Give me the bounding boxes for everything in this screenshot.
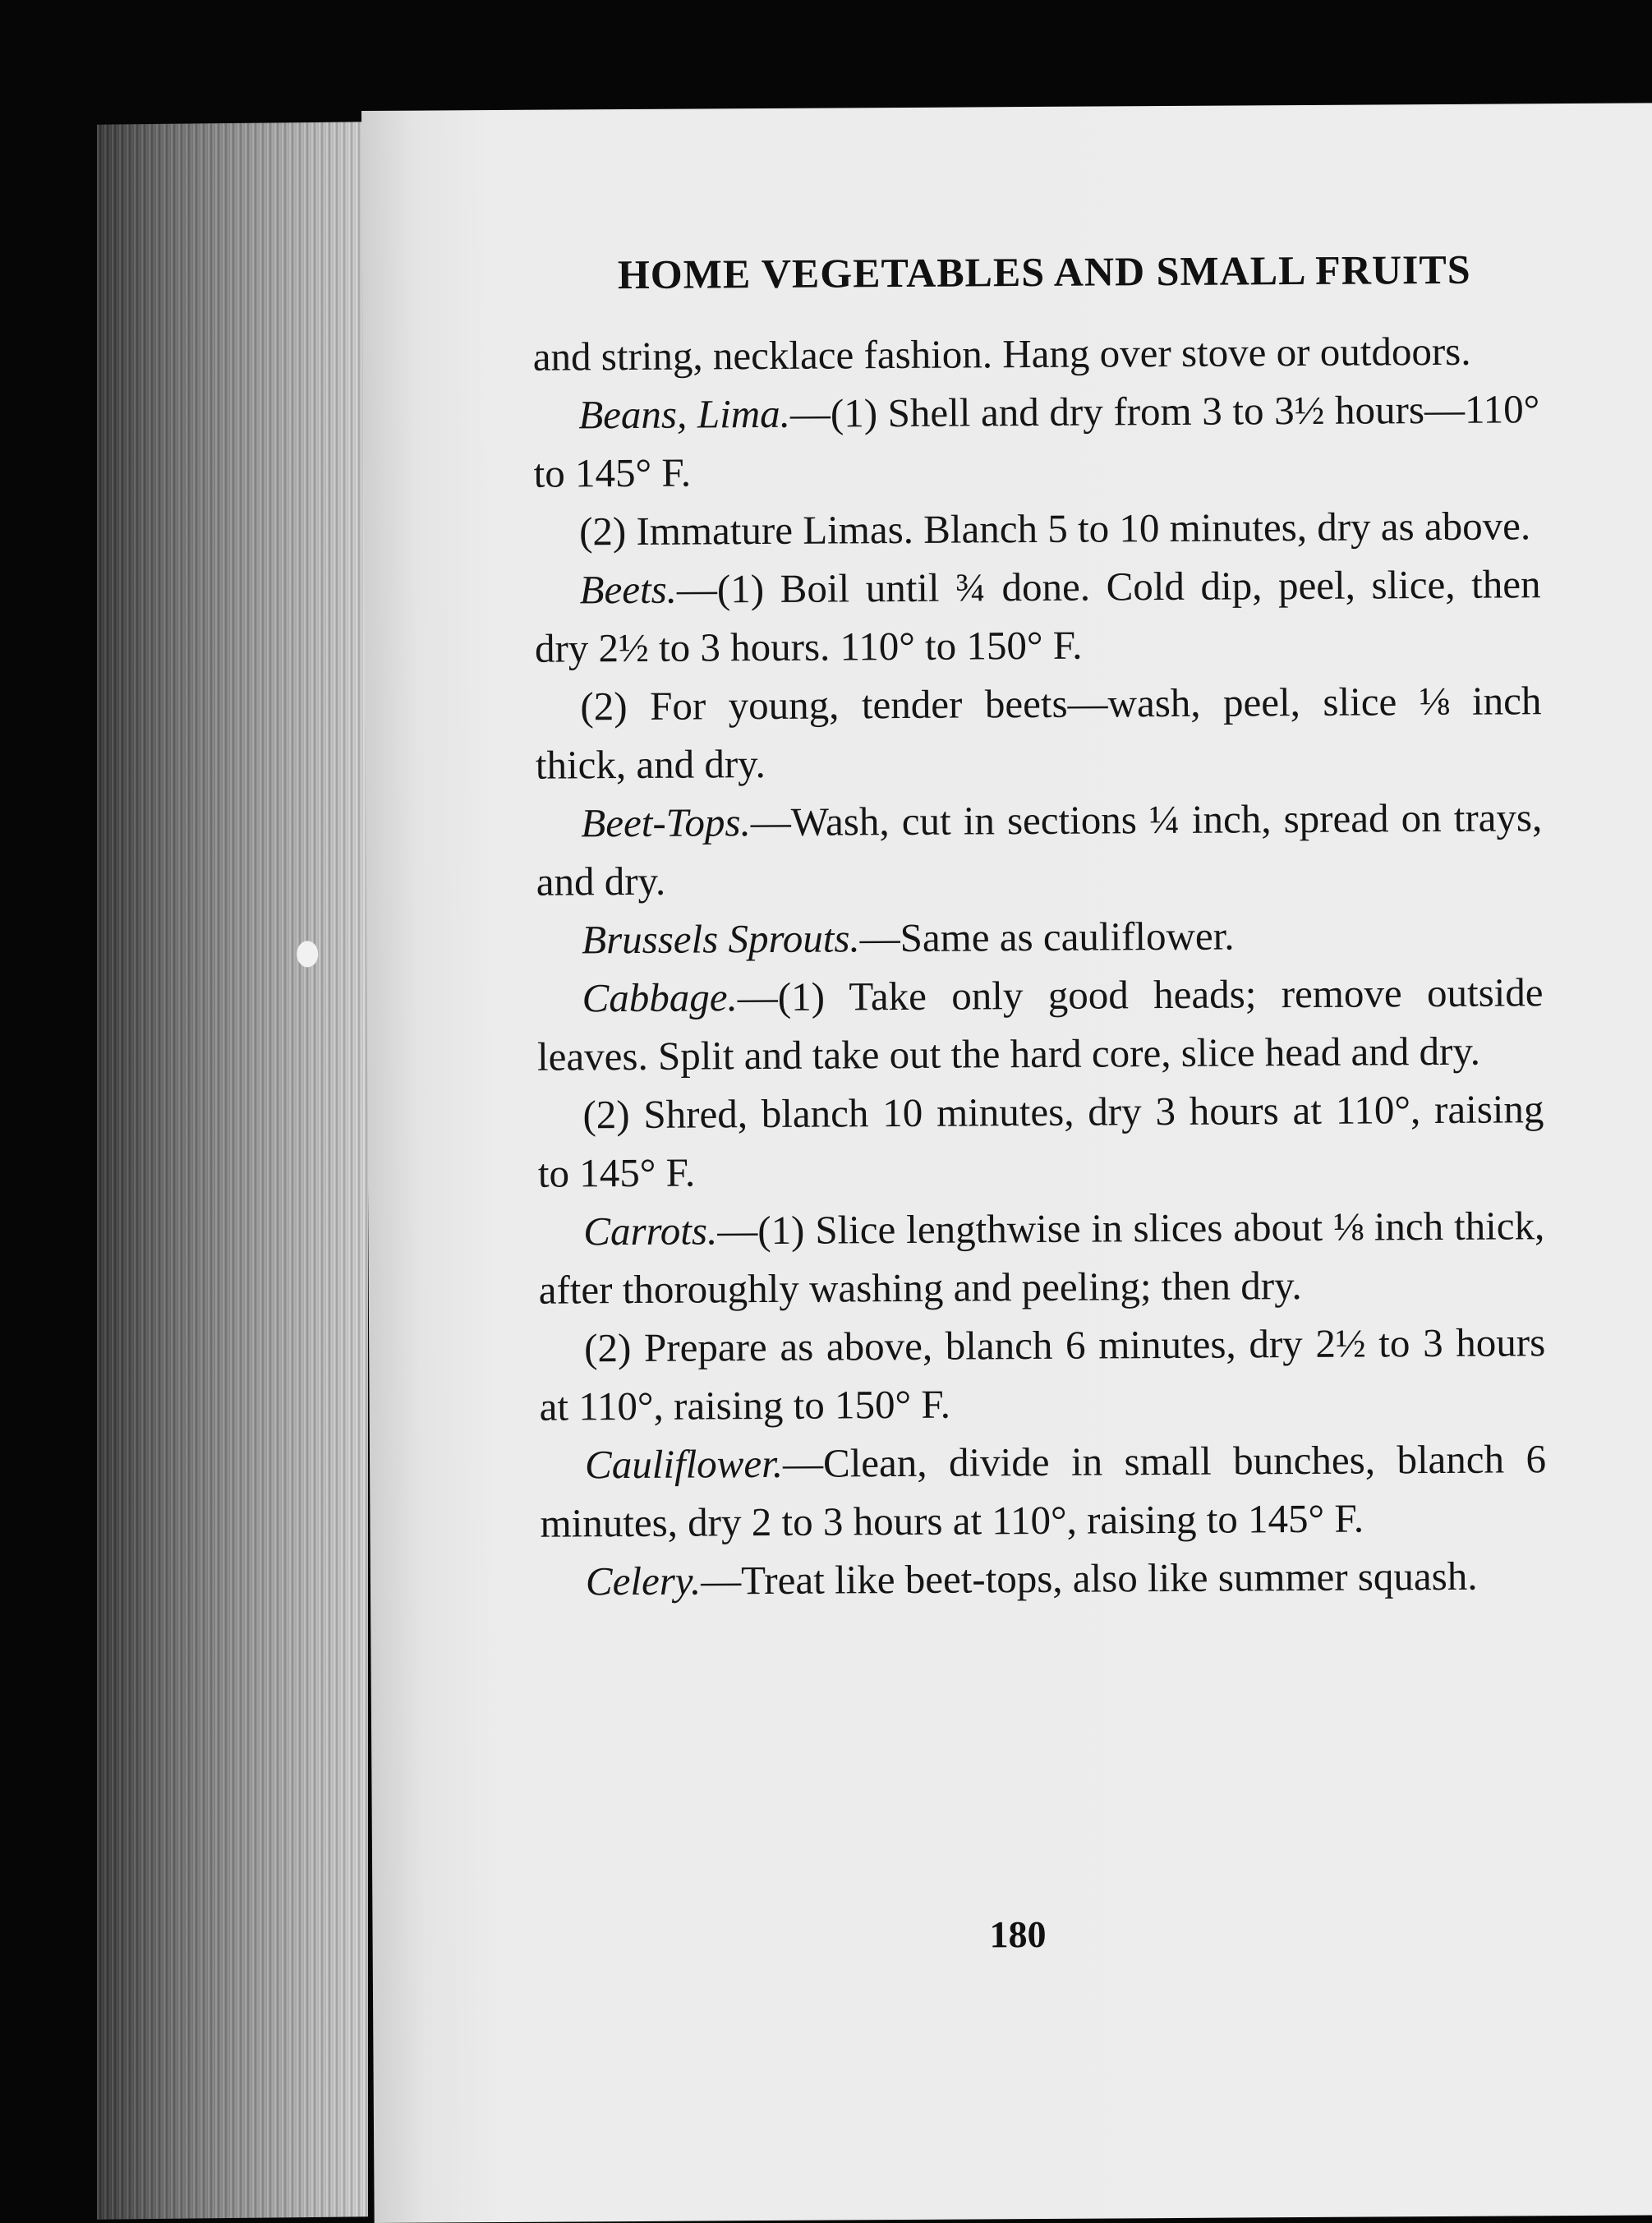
paragraph — [536, 788, 1543, 910]
entry-text: (2) Immature Limas. Blanch 5 to 10 minutes, dry as above. — [578, 503, 1531, 555]
entry-term: Beet-Tops. — [581, 799, 751, 846]
entry-text: —(1) Shell and dry from 3 to 3½ hours—110° to 145° F. — [533, 386, 1540, 496]
entry-term: Celery. — [585, 1558, 702, 1604]
film-speck — [297, 941, 318, 967]
entry-text: —Treat like beet-tops, also like summer squash. — [700, 1553, 1478, 1604]
paragraph — [535, 671, 1542, 794]
entry-text: —(1) Boil until ¾ done. Cold dip, peel, slice, then dry 2½ to 3 hours. 110° to 150° F. — [534, 561, 1541, 671]
book-page-edges — [97, 122, 368, 2219]
entry-term: Carrots. — [583, 1208, 718, 1254]
paragraph — [537, 1079, 1544, 1202]
entry-text: (2) For young, tender beets—wash, peel, slice ⅛ inch thick, and dry. — [535, 678, 1542, 788]
paragraph — [540, 1429, 1547, 1552]
entry-text: (2) Prepare as above, blanch 6 minutes, dry 2½ to 3 hours at 110°, raising to 150° F. — [539, 1319, 1546, 1429]
paragraph — [536, 963, 1544, 1085]
entry-term: Cauliflower. — [584, 1440, 784, 1488]
paragraph — [536, 904, 1543, 969]
entry-term: Cabbage. — [582, 974, 738, 1021]
paragraph — [541, 1546, 1547, 1610]
entry-term: Beans, Lima. — [578, 390, 791, 438]
entry-text: —(1) Take only good heads; remove outside leaves. Split and take out the hard core, slice head and dry. — [536, 969, 1544, 1079]
entry-text: —Same as cauliflower. — [859, 913, 1235, 961]
paragraph — [534, 555, 1541, 677]
page-number: 180 — [989, 1912, 1047, 1956]
running-head: HOME VEGETABLES AND SMALL FRUITS — [617, 246, 1471, 298]
paragraph — [538, 1196, 1545, 1319]
paragraph — [539, 1313, 1546, 1435]
entry-text: —Wash, cut in sections ¼ inch, spread on trays, and dry. — [536, 794, 1543, 904]
body-text — [533, 321, 1548, 1610]
entry-text: and string, necklace fashion. Hang over stove or outdoors. — [532, 328, 1471, 380]
paragraph — [534, 496, 1540, 560]
paragraph — [533, 321, 1539, 385]
entry-text: —Clean, divide in small bunches, blanch 6 minutes, dry 2 to 3 hours at 110°, raising to 145° F. — [540, 1436, 1547, 1546]
entry-term: Beets. — [579, 566, 678, 613]
book-page — [361, 103, 1652, 2223]
entry-text: (2) Shred, blanch 10 minutes, dry 3 hours at 110°, raising to 145° F. — [537, 1086, 1544, 1196]
paragraph — [533, 380, 1540, 502]
entry-text: —(1) Slice lengthwise in slices about ⅛ inch thick, after thoroughly washing and peeling; then dry. — [538, 1203, 1545, 1313]
entry-term: Brussels Sprouts. — [581, 915, 860, 963]
